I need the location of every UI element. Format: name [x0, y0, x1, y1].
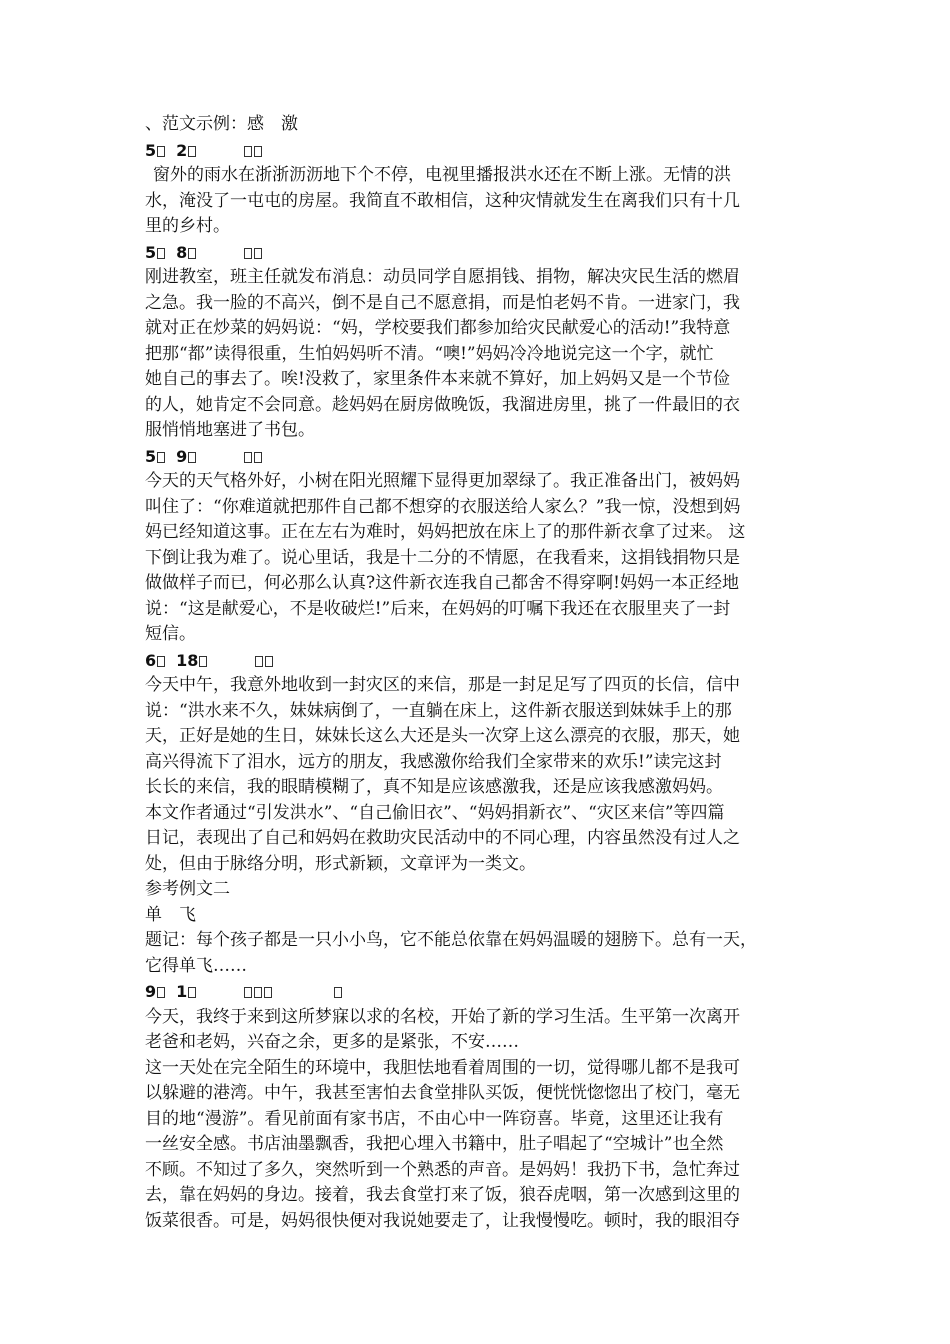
- paragraph-line: 本文作者通过“引发洪水”、“自己偷旧衣”、“妈妈捐新衣”、“灾区来信”等四篇: [145, 802, 725, 823]
- section-heading: 参考例文二: [145, 879, 230, 899]
- paragraph-line: 她自己的事去了。唉!没救了，家里条件本来就不算好，加上妈妈又是一个节俭: [145, 369, 730, 389]
- paragraph-line: 长长的来信，我的眼睛模糊了，真不知是应该感激我，还是应该我感激妈妈。: [145, 777, 723, 797]
- essay-title: 单 飞: [145, 904, 196, 925]
- paragraph-line: 窗外的雨水在浙浙沥沥地下个不停，电视里播报洪水还在不断上涨。无情的洪: [153, 165, 731, 185]
- paragraph-line: 日记，表现出了自己和妈妈在救助灾民活动中的不同心理，内容虽然没有过人之: [145, 828, 740, 848]
- paragraph-line: 今天中午，我意外地收到一封灾区的来信，那是一封足足写了四页的长信，信中: [145, 675, 740, 695]
- paragraph-line: 题记：每个孩子都是一只小小鸟，它不能总依靠在妈妈温暖的翅膀下。总有一天，: [145, 930, 757, 950]
- paragraph-line: 处，但由于脉络分明，形式新颖，文章评为一类文。: [145, 853, 536, 874]
- paragraph-line: 做做样子而已，何必那么认真?这件新衣连我自己都舍不得穿啊!妈妈一本正经地: [145, 573, 739, 593]
- paragraph-line: 它得单飞……: [145, 955, 247, 976]
- paragraph-line: 目的地“漫游”。看见前面有家书店，不由心中一阵窃喜。毕竟，这里还让我有: [145, 1108, 724, 1129]
- paragraph-line: 下倒让我为难了。说心里话，我是十二分的不情愿，在我看来，这捐钱捐物只是: [145, 547, 740, 568]
- paragraph-line: 叫住了：“你难道就把那件自己都不想穿的衣服送给人家么？”我一惊，没想到妈: [145, 496, 741, 517]
- paragraph-line: 就对正在炒菜的妈妈说：“妈，学校要我们都参加给灾民献爱心的活动!”我特意: [145, 318, 731, 338]
- paragraph-line: 饭菜很香。可是，妈妈很快便对我说她要走了，让我慢慢吃。顿时，我的眼泪夺: [145, 1210, 740, 1231]
- paragraph-line: 天，正好是她的生日，妹妹长这么大还是头一次穿上这么漂亮的衣服，那天，她: [145, 726, 740, 746]
- section-heading: 、范文示例：感 激: [145, 114, 298, 134]
- paragraph-line: 不顾。不知过了多久，突然听到一个熟悉的声音。是妈妈！我扔下书，急忙奔过: [145, 1159, 740, 1180]
- document-page: [145, 112, 817, 1234]
- paragraph-line: 以躲避的港湾。中午，我甚至害怕去食堂排队买饭，便恍恍惚惚出了校门，毫无: [145, 1083, 740, 1103]
- diary-date-2: 5 8: [145, 240, 817, 266]
- paragraph-line: 高兴得流下了泪水，远方的朋友，我感激你给我们全家带来的欢乐!”读完这封: [145, 751, 722, 772]
- paragraph-line: 服悄悄地塞进了书包。: [145, 420, 315, 440]
- paragraph-line: 一丝安全感。书店油墨飘香，我把心埋入书籍中，肚子唱起了“空城计”也全然: [145, 1134, 724, 1154]
- paragraph-line: 今天的天气格外好，小树在阳光照耀下显得更加翠绿了。我正准备出门，被妈妈: [145, 471, 740, 491]
- paragraph-line: 说：“这是献爱心，不是收破烂!”后来，在妈妈的叮嘱下我还在衣服里夹了一封: [145, 598, 731, 619]
- paragraph-line: 说：“洪水来不久，妹妹病倒了，一直躺在床上，这件新衣服送到妹妹手上的那: [145, 700, 732, 721]
- diary-date-5: 9 1: [145, 979, 817, 1005]
- paragraph-line: 短信。: [145, 624, 196, 644]
- paragraph-line: 把那“都”读得很重，生怕妈妈听不清。“噢!”妈妈冷冷地说完这一个字，就忙: [145, 343, 714, 364]
- paragraph-line: 水，淹没了一屯屯的房屋。我简直不敢相信，这种灾情就发生在离我们只有十几: [145, 190, 740, 211]
- paragraph-line: 妈已经知道这事。正在左右为难时，妈妈把放在床上了的那件新衣拿了过来。 这: [145, 522, 746, 542]
- diary-date-1: 5 2: [145, 138, 817, 164]
- diary-date-3: 5 9: [145, 444, 817, 470]
- paragraph-line: 刚进教室，班主任就发布消息：动员同学自愿捐钱、捐物，解决灾民生活的燃眉: [145, 267, 740, 287]
- paragraph-line: 之急。我一脸的不高兴，倒不是自己不愿意捐，而是怕老妈不肯。一进家门，我: [145, 292, 740, 313]
- diary-date-4: 6 18: [145, 648, 817, 674]
- paragraph-line: 这一天处在完全陌生的环境中，我胆怯地看着周围的一切，觉得哪儿都不是我可: [145, 1057, 740, 1078]
- paragraph-line: 去，靠在妈妈的身边。接着，我去食堂打来了饭，狼吞虎咽，第一次感到这里的: [145, 1185, 740, 1205]
- paragraph-line: 老爸和老妈，兴奋之余，更多的是紧张，不安……: [145, 1032, 519, 1052]
- paragraph-line: 里的乡村。: [145, 216, 230, 236]
- paragraph-line: 今天，我终于来到这所梦寐以求的名校，开始了新的学习生活。生平第一次离开: [145, 1006, 740, 1027]
- paragraph-line: 的人，她肯定不会同意。趁妈妈在厨房做晚饭，我溜进房里，挑了一件最旧的衣: [145, 394, 740, 415]
